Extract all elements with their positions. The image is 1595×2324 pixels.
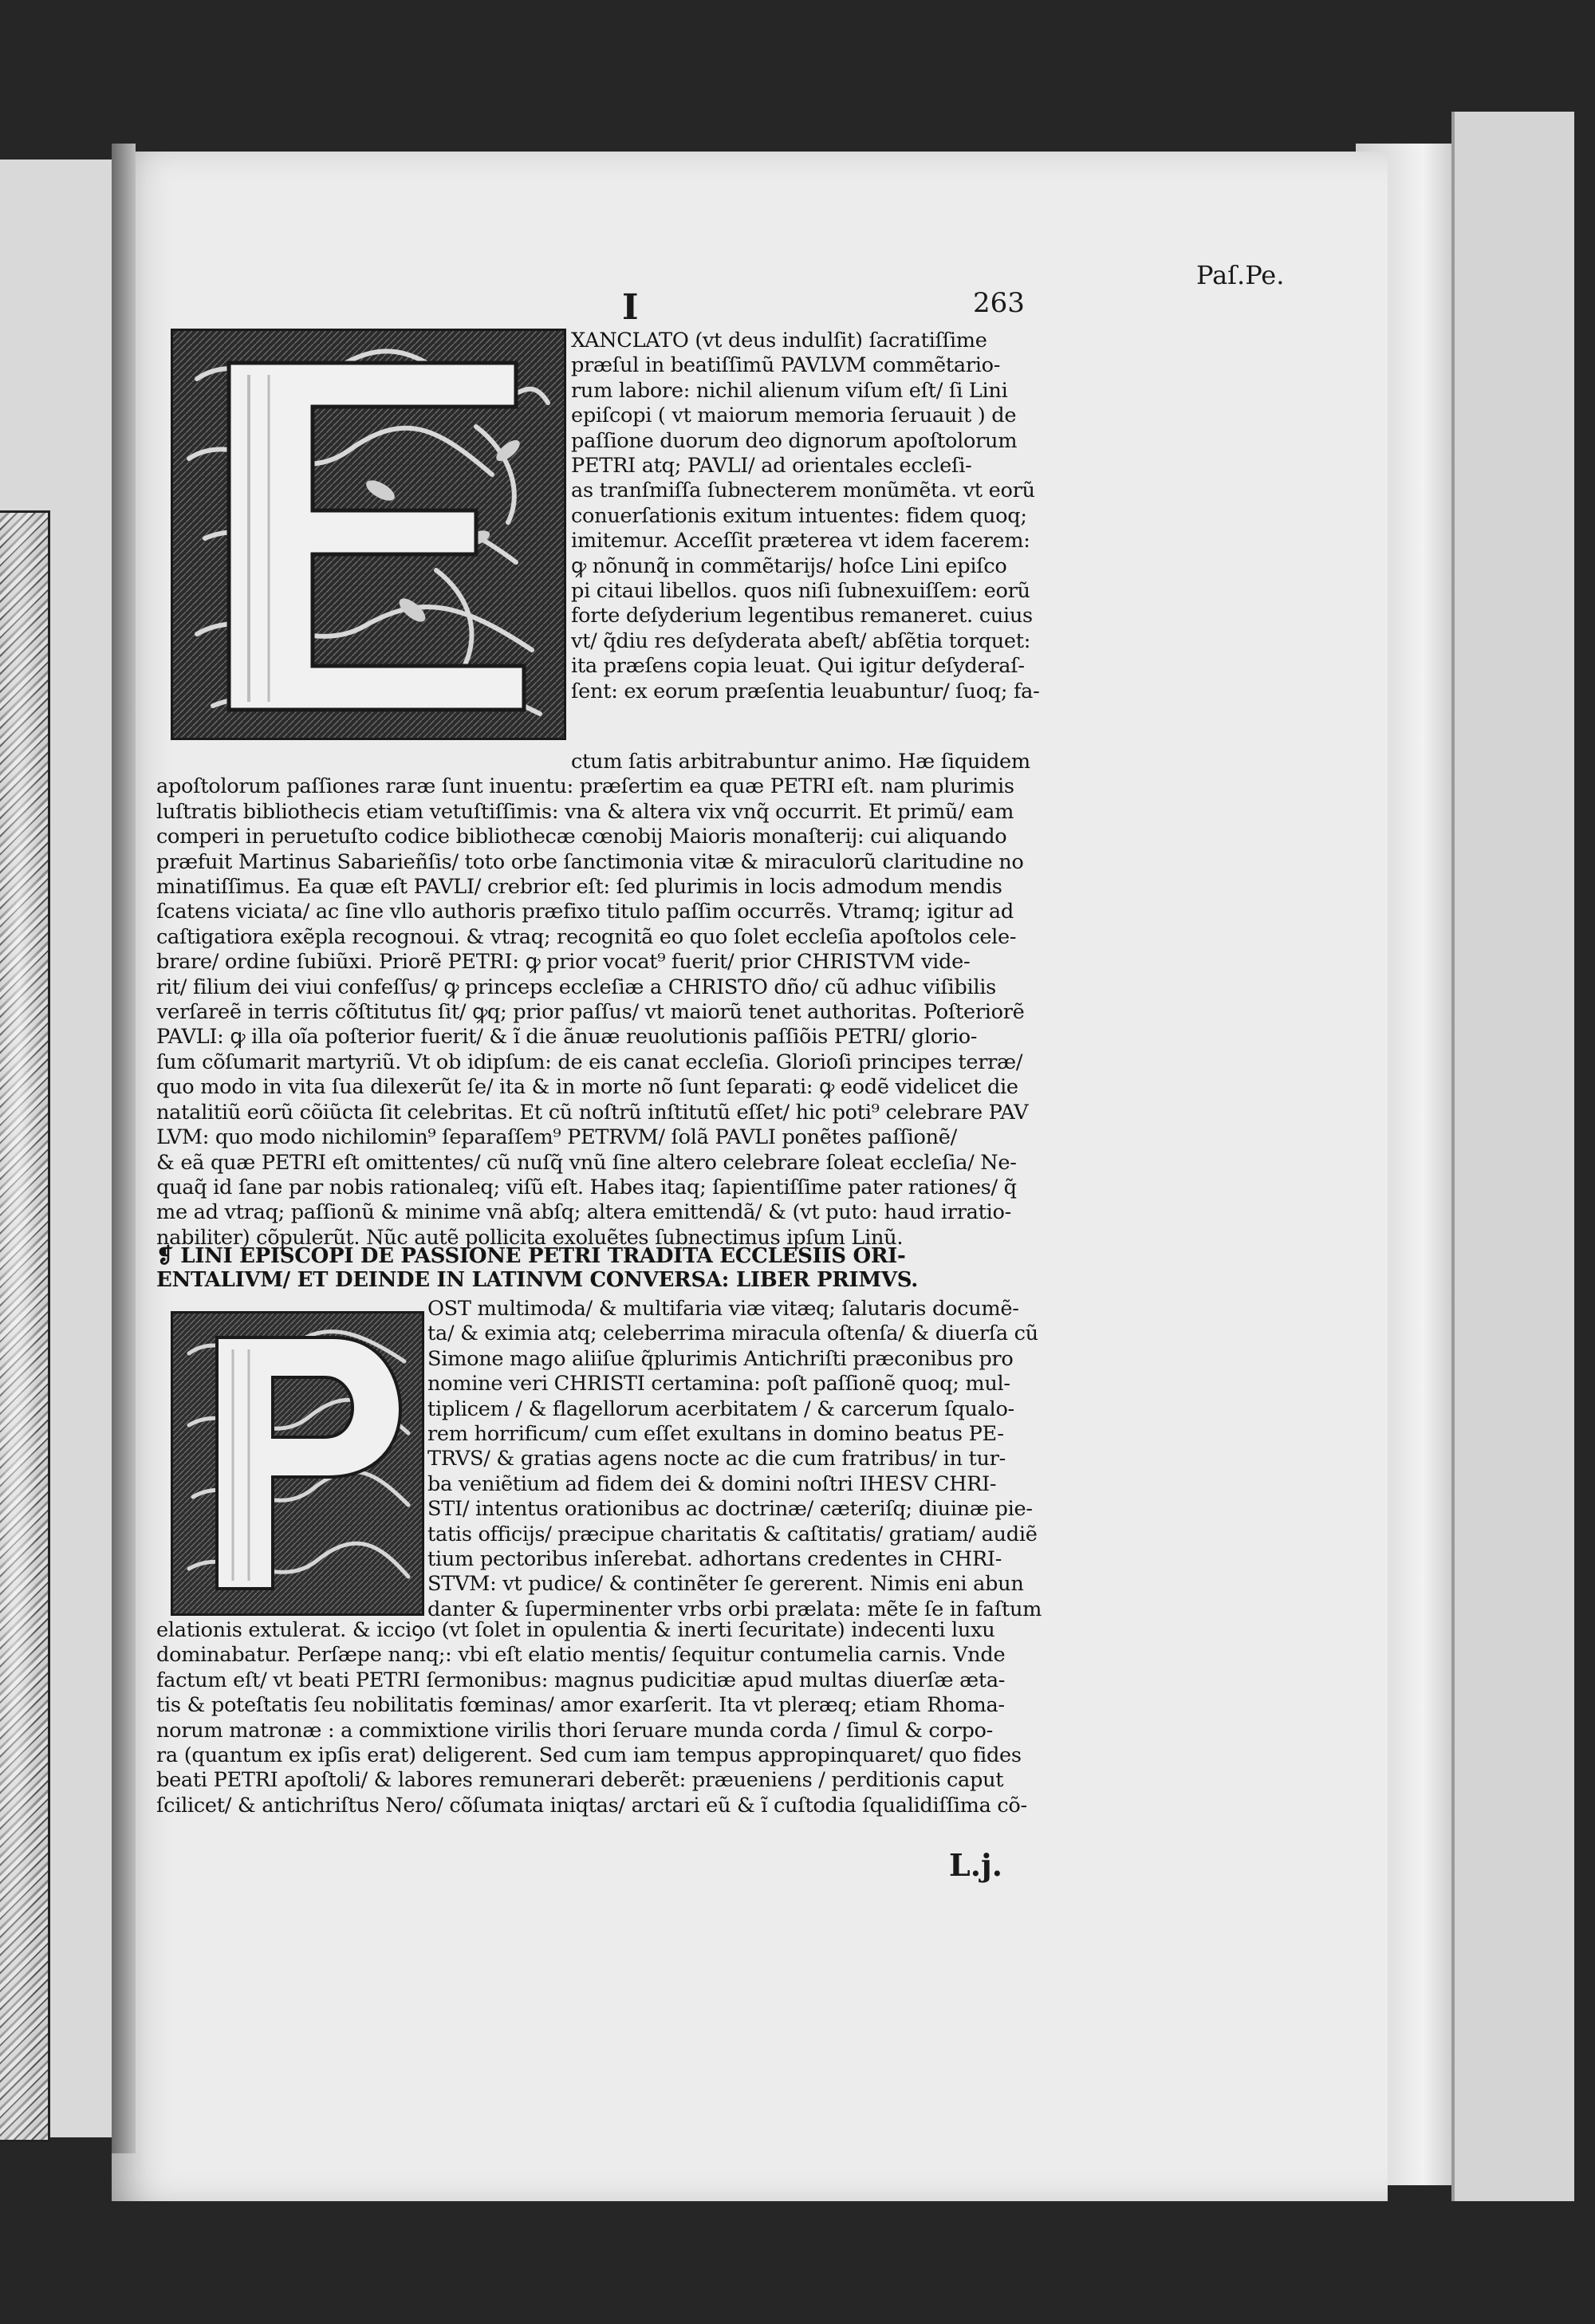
text-line: dominabatur. Perſæpe nanq;: vbi eſt elatio mentis/ ſequitur contumelia carnis. Vnde	[156, 1643, 1006, 1668]
text-line: norum matronæ : a commixtione virilis thori ſeruare munda corda / ſimul & corpo-	[156, 1718, 993, 1743]
text-line: PAVLI: ꝙ illa oĩa poſterior fuerit/ & ĩ die ãnuæ reuolutionis paſſiõis PETRI/ glorio-	[156, 1025, 978, 1050]
text-line: danter & ſuperminenter vrbs orbi prælata: mẽte ſe in faſtum	[427, 1597, 1042, 1621]
title-line: ENTALIVM/ ET DEINDE IN LATINVM CONVERSA: LIBER PRIMVS.	[156, 1268, 919, 1292]
text-line: nabiliter) cõpulerũt. Nũc autẽ pollicita exoluẽtes ſubnectimus ipſum Linũ.	[156, 1225, 904, 1250]
text-line: paſſione duorum deo dignorum apoſtolorum	[571, 428, 1018, 453]
text-line: ctum ſatis arbitrabuntur animo. Hæ ſiquidem	[571, 750, 1030, 774]
previous-page-woodcut	[0, 510, 50, 2142]
signature-numeral: I	[622, 287, 639, 328]
text-line: STI/ intentus orationibus ac doctrinæ/ cæteriſq; diuinæ pie-	[427, 1497, 1033, 1522]
text-line: ra (quantum ex ipſis erat) deligerent. Sed cum iam tempus appropinquaret/ quo fides	[156, 1743, 1022, 1768]
text-line: me ad vtraq; paſſionũ & minime vnã abſq; altera emittendã/ & (vt puto: haud irratio-	[156, 1200, 1011, 1225]
text-line: ꝙ nõnunq̃ in commẽtarijs/ hoſce Lini epiſco	[571, 553, 1007, 578]
text-line: ſum cõſumarit martyriũ. Vt ob idipſum: de eis canat eccleſia. Glorioſi principes terræ/	[156, 1050, 1023, 1074]
text-line: factum eſt/ vt beati PETRI ſermonibus: magnus pudicitiæ apud multas diuerſæ æta-	[156, 1668, 1006, 1692]
text-line: apoſtolorum paſſiones raræ ſunt inuentu: præſertim ea quæ PETRI eſt. nam plurimis	[156, 774, 1014, 799]
text-line: ta/ & eximia atq; celeberrima miracula oſtenſa/ & diuerſa cũ	[427, 1322, 1038, 1346]
text-line: rum labore: nichil alienum viſum eſt/ ſi Lini	[571, 378, 1008, 403]
dedication-paragraph-full	[156, 750, 1097, 1251]
text-line: ita præſens copia leuat. Qui igitur deſyderaſ-	[571, 654, 1025, 679]
text-line: tatis officijs/ præcipue charitatis & caſtitatis/ gratiam/ audiẽ	[427, 1522, 1038, 1546]
text-line: & eã quæ PETRI eſt omittentes/ cũ nuſq̃ vnũ ſine altero celebrare ſoleat eccleſia/ Ne-	[156, 1150, 1017, 1175]
text-line: STVM: vt pudice/ & continẽter ſe gererent. Nimis eni abun	[427, 1572, 1024, 1597]
text-line: tiplicem / & flagellorum acerbitatem / & carcerum ſqualo-	[427, 1396, 1014, 1421]
text-line: XANCLATO (vt deus indulſit) ſacratiſſime	[571, 329, 987, 353]
text-line: luſtratis bibliothecis etiam vetuſtiſſimis: vna & altera vix vnq̃ occurrit. Et primũ/ eam	[156, 799, 1014, 824]
initial-p-woodcut	[173, 1314, 422, 1613]
text-line: rit/ filium dei viui confeſſus/ ꝙ princeps eccleſiæ a CHRISTO dño/ cũ adhuc viſibilis	[156, 975, 996, 999]
book-one-paragraph-full	[156, 1618, 1097, 1818]
text-line: quaq̃ id ſane par nobis rationaleq; viſũ eſt. Habes itaq; ſapientiſſime pater rationes/ q̃	[156, 1175, 1017, 1199]
text-line: ſcilicet/ & antichriſtus Nero/ cõſumata iniqtas/ arctari eũ & ĩ cuſtodia ſqualidiſſima cõ-	[156, 1793, 1027, 1818]
text-line: forte deſyderium legentibus remaneret. cuius	[571, 604, 1033, 628]
text-line: brare/ ordine ſubiũxi. Priorẽ PETRI: ꝙ prior vocat⁹ fuerit/ prior CHRISTVM vide-	[156, 950, 971, 975]
text-line: LVM: quo modo nichilomin⁹ ſeparaſſem⁹ PETRVM/ ſolã PAVLI ponẽtes paſſionẽ/	[156, 1125, 957, 1150]
text-line: comperi in peruetuſto codice bibliothecæ cœnobij Maioris monaſterij: cui aliquando	[156, 825, 1007, 849]
text-line: epiſcopi ( vt maiorum memoria ſeruauit ) de	[571, 404, 1017, 428]
text-line: natalitiũ eorũ cõiũcta ſit celebritas. Et cũ noſtrũ inſtitutũ eſſet/ hic poti⁹ celebrare PAV	[156, 1100, 1029, 1125]
text-line: beati PETRI apoſtoli/ & labores remunerari deberẽt: præueniens / perditionis caput	[156, 1768, 1004, 1793]
initial-e-woodcut	[173, 331, 564, 738]
text-line: TRVS/ & gratias agens nocte ac die cum fratribus/ in tur-	[427, 1447, 1006, 1471]
book-gutter	[112, 144, 136, 2153]
book-cover-board	[1451, 112, 1574, 2201]
book-one-paragraph-side	[427, 1297, 1097, 1622]
decorated-initial-p	[171, 1311, 424, 1616]
text-line: præſul in beatiſſimũ PAVLVM commẽtario-	[571, 353, 1001, 378]
signature-mark: L.j.	[949, 1847, 1002, 1883]
text-line: as tranſmiſſa ſubnecterem monũmẽta. vt eorũ	[571, 479, 1035, 503]
page-number: 263	[973, 287, 1025, 319]
text-line: tium pectoribus inſerebat. adhortans credentes in CHRI-	[427, 1547, 1002, 1572]
previous-page-edge	[0, 160, 120, 2137]
running-head: Paſ.Pe.	[1196, 260, 1285, 290]
text-line: ba veniẽtium ad fidem dei & domini noſtri IHESV CHRI-	[427, 1471, 997, 1496]
text-line: nomine veri CHRISTI certamina: poſt paſſionẽ quoq; mul-	[427, 1372, 1010, 1396]
text-line: præfuit Martinus Sabarieñſis/ toto orbe ſanctimonia vitæ & miraculorũ claritudine no	[156, 849, 1024, 874]
text-line: elationis extulerat. & icciꝯo (vt ſolet in opulentia & inerti ſecuritate) indecenti luxu	[156, 1618, 995, 1642]
text-line: PETRI atq; PAVLI/ ad orientales eccleſi-	[571, 454, 972, 479]
text-line: verſareẽ in terris cõſtitutus ſit/ ꝙq; prior paſſus/ vt maiorũ tenet authoritas. Poſteriorẽ	[156, 1000, 1025, 1025]
text-line: Simone mago aliiſue q̃plurimis Antichriſti præconibus pro	[427, 1346, 1014, 1371]
text-line: ſent: ex eorum præſentia leuabuntur/ ſuoq; fa-	[571, 679, 1040, 703]
text-line: tis & poteſtatis ſeu nobilitatis fœminas/ amor exarſerit. Ita vt pleræq; etiam Rhoma-	[156, 1693, 1005, 1718]
text-line: quo modo in vita ſua dilexerũt ſe/ ita & in morte nõ ſunt ſeparati: ꝙ eodẽ videlicet die	[156, 1075, 1018, 1100]
text-line: ſcatens viciata/ ac ſine vllo authoris præfixo titulo paſſim occurrẽs. Vtramq; igitur ad	[156, 900, 1014, 924]
text-line: caſtigatiora exẽpla recognoui. & vtraq; recognitã eo quo ſolet eccleſia apoſtolos cele-	[156, 924, 1017, 949]
text-line: pi citaui libellos. quos niſi ſubnexuiſſem: eorũ	[571, 579, 1030, 604]
text-line: vt/ q̃diu res deſyderata abeſt/ abſẽtia torquet:	[571, 628, 1031, 653]
text-line: rem horrificum/ cum eſſet exultans in domino beatus PE-	[427, 1422, 1004, 1447]
text-line: imitemur. Acceſſit præterea vt idem facerem:	[571, 529, 1030, 553]
text-line: OST multimoda/ & multifaria viæ vitæq; ſalutaris documẽ-	[427, 1297, 1019, 1321]
section-title	[156, 1244, 1097, 1292]
title-line: ❡ LINI EPISCOPI DE PASSIONE PETRI TRADITA ECCLESIIS ORI-	[156, 1244, 906, 1268]
text-line: conuerſationis exitum intuentes: fidem quoq;	[571, 503, 1027, 528]
decorated-initial-e	[171, 329, 566, 740]
text-line: minatiſſimus. Ea quæ eſt PAVLI/ crebrior eſt: ſed plurimis in locis admodum mendis	[156, 875, 1002, 900]
dedication-paragraph-side	[571, 329, 1097, 704]
